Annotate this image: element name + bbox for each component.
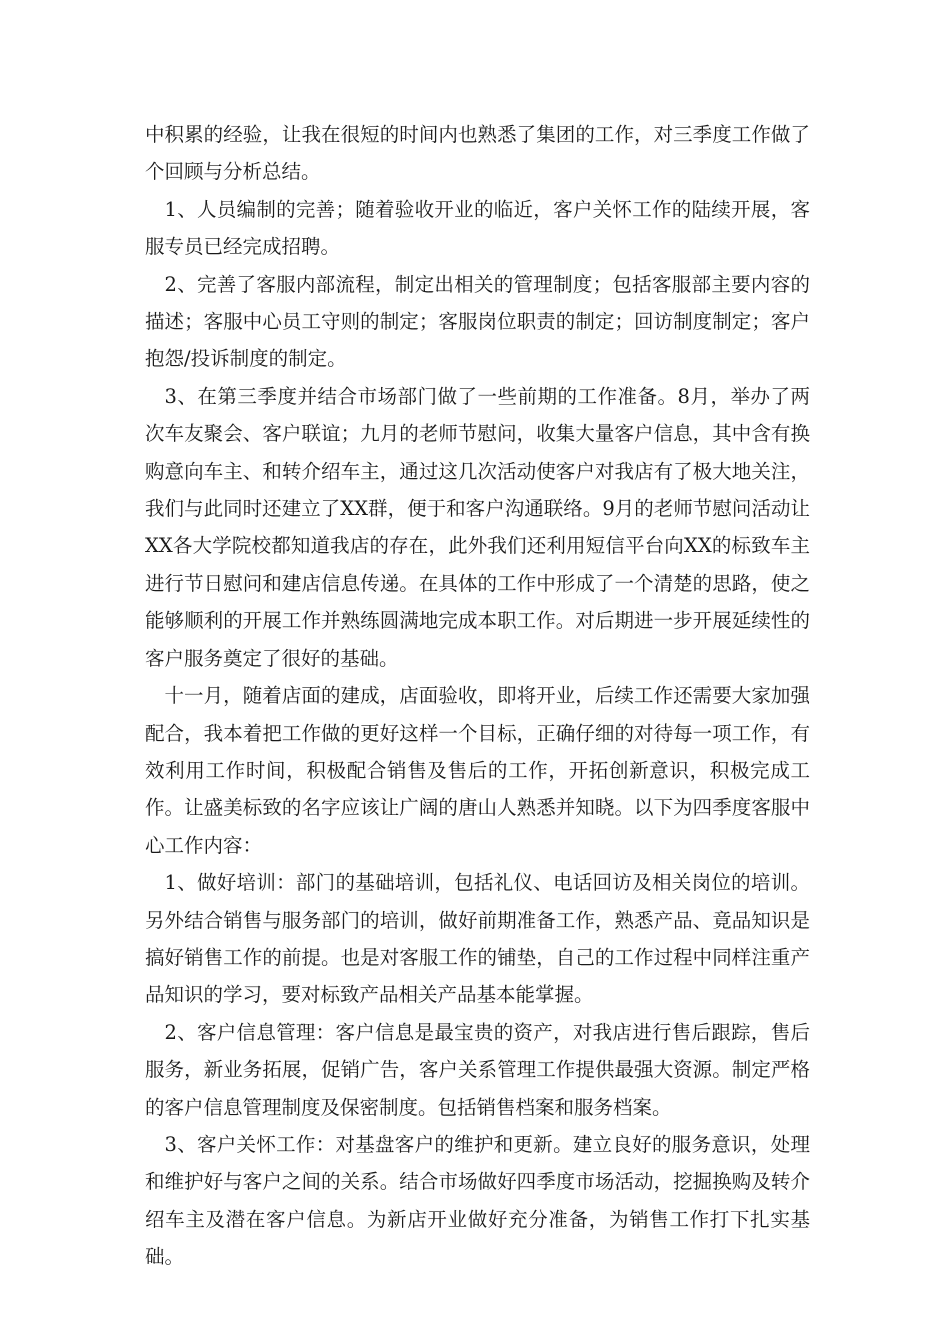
paragraph-customer-info: 2、客户信息管理：客户信息是最宝贵的资产，对我店进行售后跟踪，售后服务，新业务拓展，促销广告，客户关系管理工作提供最强大资源。制定严格的客户信息管理制度及保密制度。包括销售档案和服务档案。 — [145, 1020, 810, 1119]
paragraph-training: 1、做好培训：部门的基础培训，包括礼仪、电话回访及相关岗位的培训。另外结合销售与服务部门的培训，做好前期准备工作，熟悉产品、竟品知识是搞好销售工作的前提。也是对客服工作的铺垫，自己的工作过程中同样注重产品知识的学习，要对标致产品相关产品基本能掌握。 — [145, 871, 810, 1007]
paragraph-staffing: 1、人员编制的完善；随着验收开业的临近，客户关怀工作的陆续开展，客服专员已经完成招聘。 — [145, 197, 810, 259]
document-body — [145, 116, 810, 1276]
paragraph-q3-activities: 3、在第三季度并结合市场部门做了一些前期的工作准备。8月，举办了两次车友聚会、客户联谊；九月的老师节慰问，收集大量客户信息，其中含有换购意向车主、和转介绍车主，通过这几次活动使客户对我店有了极大地关注，我们与此同时还建立了XX群，便于和客户沟通联络。9月的老师节慰问活动让XX各大学院校都知道我店的存在，此外我们还利用短信平台向XX的标致车主进行节日慰问和建店信息传递。在具体的工作中形成了一个清楚的思路，使之能够顺利的开展工作并熟练圆满地完成本职工作。对后期进一步开展延续性的客户服务奠定了很好的基础。 — [145, 384, 810, 670]
paragraph-continuation: 中积累的经验，让我在很短的时间内也熟悉了集团的工作，对三季度工作做了个回顾与分析总结。 — [145, 123, 810, 184]
paragraph-customer-care: 3、客户关怀工作：对基盘客户的维护和更新。建立良好的服务意识，处理和维护好与客户之间的关系。结合市场做好四季度市场活动，挖掘换购及转介绍车主及潜在客户信息。为新店开业做好充分准备，为销售工作打下扎实基础。 — [145, 1132, 810, 1269]
paragraph-november: 十一月，随着店面的建成，店面验收，即将开业，后续工作还需要大家加强配合，我本着把工作做的更好这样一个目标，正确仔细的对待每一项工作，有效利用工作时间，积极配合销售及售后的工作，开拓创新意识，积极完成工作。让盛美标致的名字应该让广阔的唐山人熟悉并知晓。以下为四季度客服中心工作内容： — [145, 684, 810, 857]
paragraph-process: 2、完善了客服内部流程，制定出相关的管理制度；包括客服部主要内容的描述；客服中心员工守则的制定；客服岗位职责的制定；回访制度制定；客户抱怨/投诉制度的制定。 — [145, 272, 810, 371]
